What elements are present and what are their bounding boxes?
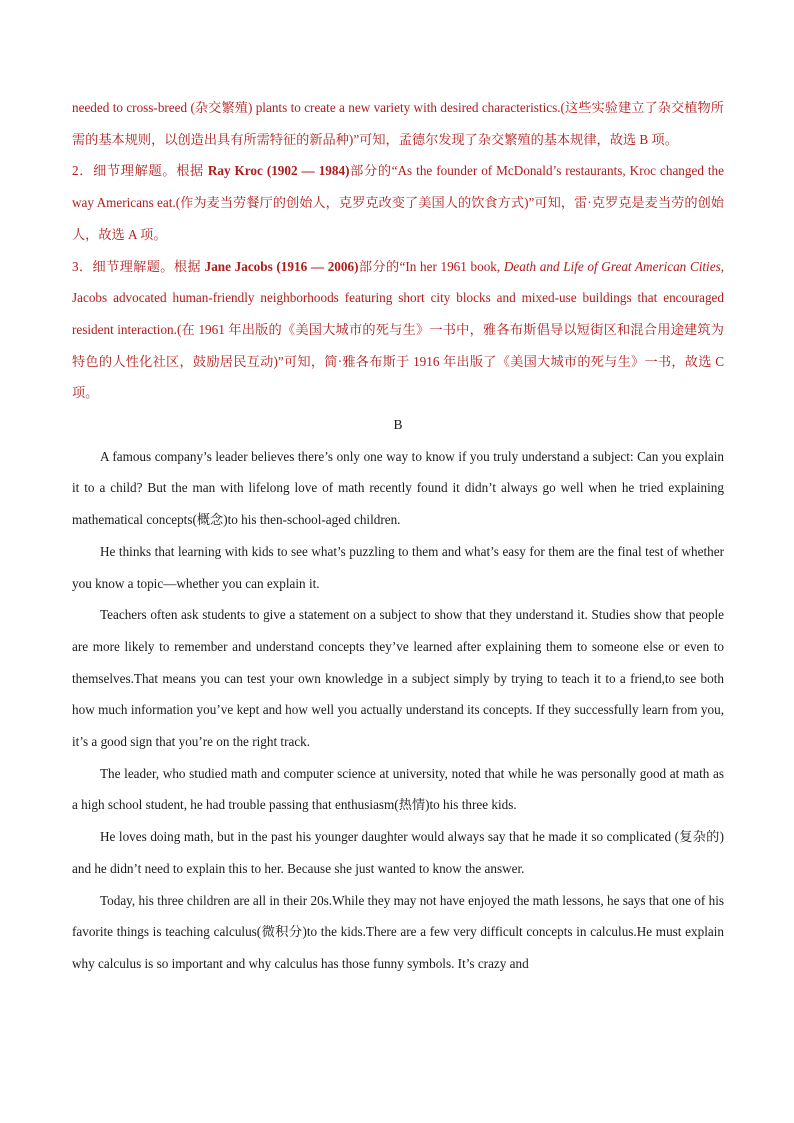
section-reference: Ray Kroc (1902 — 1984) (207, 163, 350, 179)
section-reference: Jane Jacobs (1916 — 2006) (204, 258, 359, 274)
passage-paragraph: A famous company’s leader believes there’s only one way to know if you truly understand a subject: Can you explain it to a child? But the man with lifelong love of math recently found it didn’t always go well when he tried explaining mathematical concepts(概念)to his then-school-aged children. (72, 448, 724, 528)
answer-text: , Jacobs advocated human-friendly neighborhoods featuring short city blocks and mixed-use buildings that encouraged resident interaction.(在 1961 年出版的《美国大城市的死与生》一书中，雅各布斯倡导以短街区和混合用途建筑为特色的人性化社区，鼓励居民互动)”可知，简·雅各布斯于 1916 年出版了《美国大城市的死与生》一书，故选 C 项。 (72, 258, 725, 401)
passage-paragraph: He thinks that learning with kids to see what’s puzzling to them and what’s easy for them are the final test of whether you know a topic—whether you can explain it. (72, 543, 724, 591)
answer-text: 部分的“In her 1961 book, (358, 258, 504, 274)
question-number: 3．细节理解题。根据 (72, 258, 205, 274)
passage-paragraph: Today, his three children are all in their 20s.While they may not have enjoyed the math lessons, he says that one of his favorite things is teaching calculus(微积分)to the kids.There are a few very difficult concepts in calculus.He must explain why calculus is so important and why calculus has those funny symbols. It’s crazy and (72, 892, 724, 971)
answer-text: 部分的“As the founder of McDonald’s restaurants, Kroc changed the way Americans eat.(作为麦当劳餐厅的创始人，克罗克改变了美国人的饮食方式)”可知，雷·克罗克是麦当劳的创始人，故选 A 项。 (72, 163, 724, 242)
answer-explanation-1 (72, 92, 724, 155)
answer-explanation-3 (72, 251, 724, 410)
question-number: 2．细节理解题。根据 (72, 163, 208, 179)
answer-text: needed to cross-breed (杂交繁殖) plants to create a new variety with desired characteristics.(这些实验建立了杂交植物所需的基本规则，以创造出具有所需特征的新品种)”可知，孟德尔发现了杂交繁殖的基本规律，故选 B 项。 (72, 100, 724, 147)
passage-paragraph: He loves doing math, but in the past his younger daughter would always say that he made it so complicated (复杂的) and he didn’t need to explain this to her. Because she just wanted to know the answer. (72, 829, 724, 876)
section-heading: B (393, 417, 403, 433)
answer-explanation-2 (72, 155, 724, 250)
document-page (72, 92, 724, 980)
book-title: Death and Life of Great American Cities (503, 258, 721, 274)
passage-paragraph: Teachers often ask students to give a statement on a subject to show that they understand it. Studies show that people are more likely to remember and understand concepts they’ve learned after explaining them to someone else or even to themselves.That means you can test your own knowledge in a subject simply by trying to teach it to a friend,to see both how much information you’ve kept and how well you actually understand its concepts. If they successfully learn from you, it’s a good sign that you’re on the right track. (72, 607, 724, 750)
passage-paragraph: The leader, who studied math and computer science at university, noted that while he was personally good at math as a high school student, he had trouble passing that enthusiasm(热情)to his three kids. (72, 765, 724, 813)
